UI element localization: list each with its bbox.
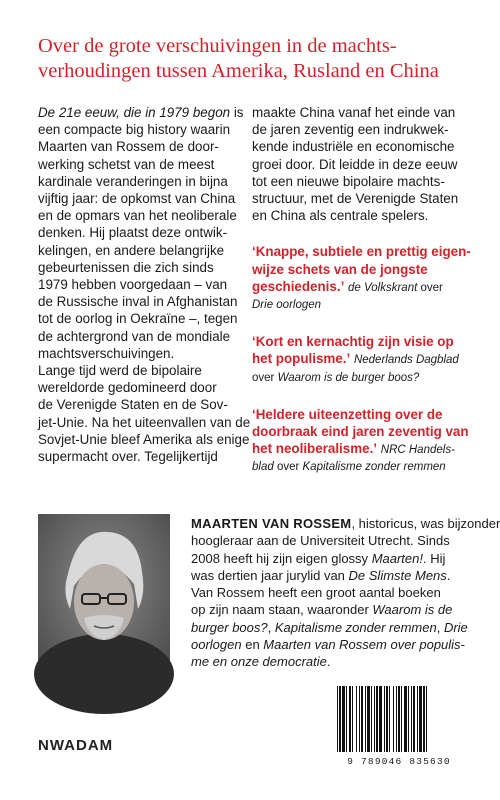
description-line: en China als centrale spelers. bbox=[252, 208, 429, 224]
description-line: de Verenigde Staten en de Sov- bbox=[38, 397, 228, 413]
barcode-bars bbox=[333, 686, 465, 756]
description-line: gebeurtenissen die zich sinds bbox=[38, 259, 214, 275]
description-line: de Russische inval in Afghanistan bbox=[38, 294, 238, 310]
description-line: wereldorde gedomineerd door bbox=[38, 380, 217, 396]
barcode-bar bbox=[396, 686, 397, 752]
description-line: kende industriële en economische bbox=[252, 139, 455, 155]
barcode-bar bbox=[346, 686, 347, 752]
description-left-column bbox=[38, 104, 251, 465]
description-line: Lange tijd werd de bipolaire bbox=[38, 363, 202, 379]
description-line: tot de oorlog in Oekraïne –, tegen bbox=[38, 311, 238, 327]
description-line: machtsverschuivingen. bbox=[38, 345, 175, 361]
headline-line-1: Over de grote verschuivingen in de machts- bbox=[38, 35, 397, 57]
author-photo bbox=[38, 514, 170, 686]
description-line: een compacte big history waarin bbox=[38, 122, 231, 138]
headline-line-2: verhoudingen tussen Amerika, Rusland en China bbox=[38, 60, 439, 82]
barcode-bar bbox=[384, 686, 385, 752]
barcode-bar bbox=[371, 686, 372, 752]
quote-book: Kapitalisme zonder remmen bbox=[302, 461, 446, 474]
review-quote-3: ‘Heldere uiteenzetting over de doorbraak eind jaren zeventig van het neoliberalisme.’ NRC Handels- blad over Kapitalisme zonder remmen bbox=[252, 406, 469, 474]
quote-line: geschiedenis.’ bbox=[252, 278, 345, 294]
author-name: MAARTEN VAN ROSSEM bbox=[191, 516, 352, 531]
quote-line: ‘Heldere uiteenzetting over de bbox=[252, 406, 443, 422]
barcode-bar bbox=[398, 686, 400, 752]
description-line: de jaren zeventig een indrukwek- bbox=[252, 122, 449, 138]
quote-line: het neoliberalisme.’ bbox=[252, 441, 378, 457]
quote-book: Drie oorlogen bbox=[252, 299, 322, 312]
quote-source: NRC Handels- bbox=[380, 444, 455, 457]
description-line: denken. Hij plaatst deze ontwik- bbox=[38, 225, 228, 241]
barcode-bar bbox=[376, 686, 378, 752]
barcode-bar bbox=[349, 686, 351, 752]
barcode-bar bbox=[393, 686, 394, 752]
quote-line: het populisme.’ bbox=[252, 351, 351, 367]
barcode-bar bbox=[417, 686, 418, 752]
description-line: werking schetst van de meest bbox=[38, 156, 215, 172]
description-line: structuur, met de Verenigde Staten bbox=[252, 191, 459, 207]
barcode-bar bbox=[408, 686, 409, 752]
quote-line: ‘Kort en kernachtig zijn visie op bbox=[252, 334, 454, 350]
description-line: kardinale veranderingen in bijna bbox=[38, 173, 228, 189]
barcode-bar bbox=[426, 686, 427, 752]
author-bio: MAARTEN VAN ROSSEM, historicus, was bijzonder hoogleraar aan de Universiteit Utrecht. Sinds 2008 heeft hij zijn eigen glossy Maarten!. Hij was dertien jaar jurylid van De Slimste Mens. Van Rossem heeft een groot aantal boeken op zijn naam staan, waaronder Waarom is de burger boos?, Kapitalisme zonder remmen, Drie oorlogen en Maarten van Rossem over populis- me en onze democratie. bbox=[191, 516, 500, 670]
description-line: Maarten van Rossem de door- bbox=[38, 139, 219, 155]
quote-line: wijze schets van de jongste bbox=[252, 261, 428, 277]
book-title: De 21e eeuw, die in 1979 begon bbox=[38, 105, 231, 120]
barcode-bar bbox=[337, 686, 338, 752]
review-quote-2: ‘Kort en kernachtig zijn visie op het populisme.’ Nederlands Dagblad over Waarom is de burger boos? bbox=[252, 333, 462, 387]
barcode-bar bbox=[365, 686, 366, 752]
description-line: vijftig jaar: de opkomst van China bbox=[38, 191, 236, 207]
barcode-bar bbox=[356, 686, 357, 752]
description-line: en de opmars van het neoliberale bbox=[38, 208, 237, 224]
description-line: de achtergrond van de mondiale bbox=[38, 328, 231, 344]
quote-source: de Volkskrant bbox=[348, 281, 418, 294]
barcode-bar bbox=[413, 686, 415, 752]
description-line: groei door. Dit leidde in deze eeuw bbox=[252, 156, 458, 172]
barcode-bar bbox=[379, 686, 382, 752]
author-portrait-image bbox=[38, 514, 170, 686]
quote-line: doorbraak eind jaren zeventig van bbox=[252, 424, 469, 440]
description-line: tot een nieuwe bipolaire machts- bbox=[252, 173, 445, 189]
description-line: De 21e eeuw, die in 1979 begon is bbox=[38, 105, 244, 120]
description-line: supermacht over. Tegelijkertijd bbox=[38, 449, 218, 465]
barcode-bar bbox=[374, 686, 375, 752]
barcode-bar bbox=[342, 686, 345, 752]
description-right-column bbox=[252, 104, 471, 477]
review-quote-1: ‘Knappe, subtiele en prettig eigen- wijze schets van de jongste geschiedenis.’ de Volkskrant over Drie oorlogen bbox=[252, 244, 471, 312]
description-line: Sovjet-Unie bleef Amerika als enige bbox=[38, 431, 250, 447]
description-line: kelingen, en andere belangrijke bbox=[38, 242, 225, 258]
barcode-bar bbox=[367, 686, 370, 752]
publisher-logo: NWADAM bbox=[38, 737, 114, 754]
quote-source: Nederlands Dagblad bbox=[353, 354, 459, 367]
quote-book: Waarom is de burger boos? bbox=[277, 371, 420, 384]
headline bbox=[38, 34, 468, 84]
description-line: 1979 hebben voorgedaan – van bbox=[38, 277, 228, 293]
barcode-bar bbox=[339, 686, 341, 752]
barcode-bar bbox=[423, 686, 425, 752]
barcode-bar bbox=[386, 686, 388, 752]
description-line: jet-Unie. Na het uiteenvallen van de bbox=[38, 414, 251, 430]
quote-line: ‘Knappe, subtiele en prettig eigen- bbox=[252, 244, 471, 260]
barcode-bar bbox=[404, 686, 407, 752]
description-line: maakte China vanaf het einde van bbox=[252, 105, 456, 120]
barcode-bar bbox=[411, 686, 412, 752]
barcode-bar bbox=[389, 686, 390, 752]
barcode-number: 9 789046 835630 bbox=[347, 756, 451, 767]
barcode-bar bbox=[419, 686, 422, 752]
barcode-bar bbox=[352, 686, 353, 752]
barcode-bar bbox=[401, 686, 402, 752]
barcode-bar bbox=[361, 686, 363, 752]
barcode-bar bbox=[359, 686, 360, 752]
